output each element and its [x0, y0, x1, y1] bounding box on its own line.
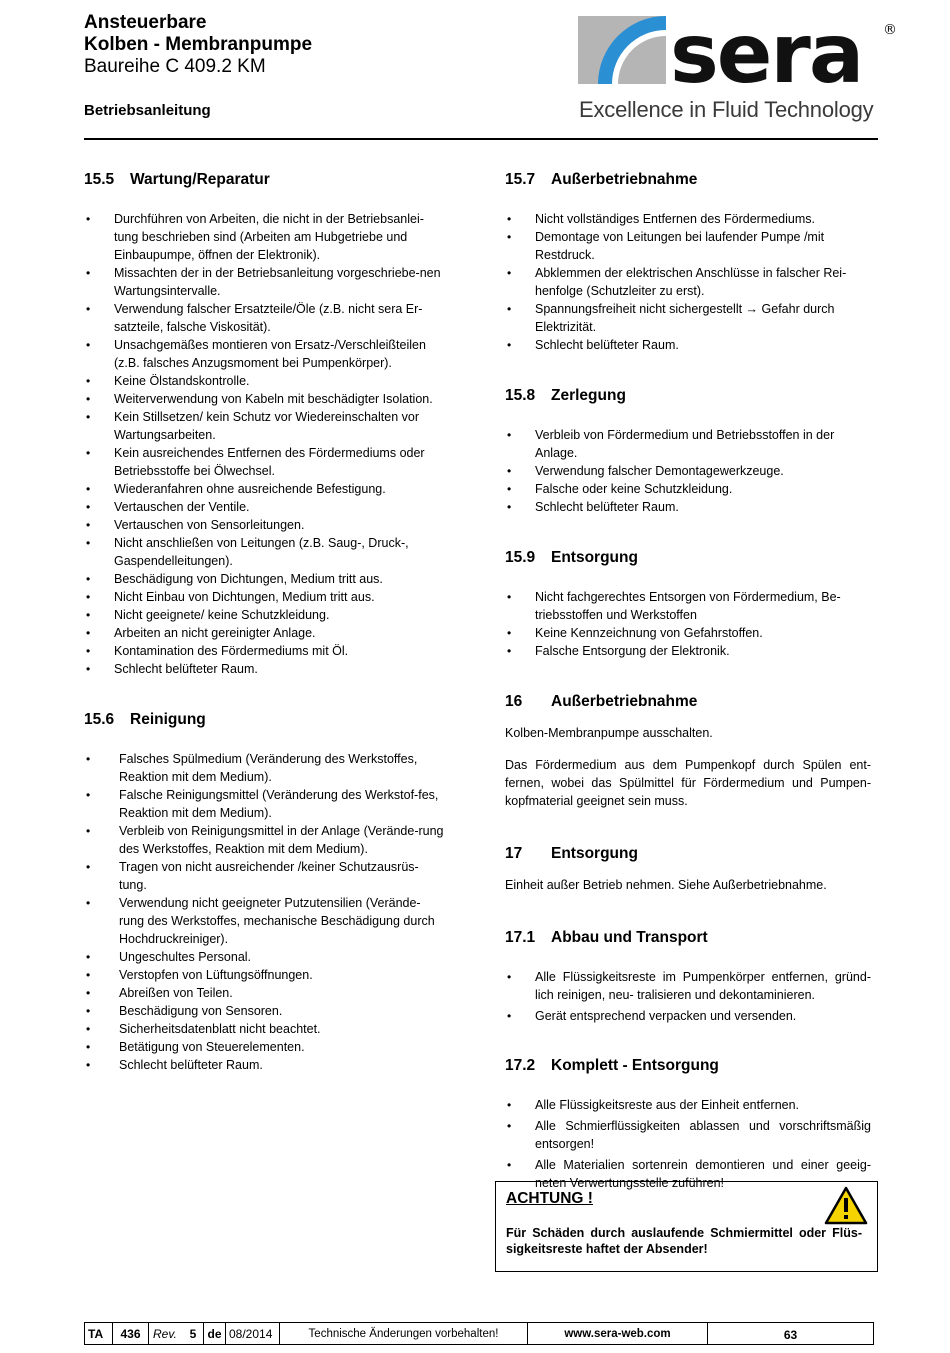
section-number: 17.1 — [505, 929, 536, 946]
right-column — [505, 170, 871, 1195]
list-item: • Falsche Reinigungsmittel (Veränderung des Werkstof-fes, Reaktion mit dem Medium). — [84, 786, 444, 822]
list-item: • Verwendung falscher Demontagewerkzeuge. — [505, 462, 871, 480]
page-footer — [84, 1322, 874, 1345]
list-item: • Tragen von nicht ausreichender /keiner Schutzausrüs-tung. — [84, 858, 444, 894]
list-item: • Nicht geeignete/ keine Schutzkleidung. — [84, 606, 444, 624]
section-17-1-heading — [505, 928, 871, 948]
section-15-5-heading — [84, 170, 444, 190]
list-item: • Nicht vollständiges Entfernen des Fördermediums. — [505, 210, 871, 228]
section-title: Zerlegung — [551, 387, 626, 404]
footer-page-number: 63 — [783, 1327, 798, 1342]
list-item: • Beschädigung von Dichtungen, Medium tritt aus. — [84, 570, 444, 588]
section-number: 16 — [505, 693, 523, 710]
warning-title: ACHTUNG ! — [506, 1190, 593, 1207]
list-item: • Schlecht belüfteter Raum. — [505, 498, 871, 516]
list-item: • Wiederanfahren ohne ausreichende Befestigung. — [84, 480, 444, 498]
list-item: • Abreißen von Teilen. — [84, 984, 444, 1002]
list-item: • Alle Flüssigkeitsreste aus der Einheit entfernen. — [505, 1096, 871, 1114]
section-number: 15.6 — [84, 711, 115, 728]
section-number: 15.7 — [505, 171, 536, 188]
list-item: • Schlecht belüfteter Raum. — [84, 1056, 444, 1074]
section-15-6-heading — [84, 710, 444, 730]
section-title: Reinigung — [130, 711, 206, 728]
list-item: • Verbleib von Fördermedium und Betriebsstoffen in der Anlage. — [505, 426, 871, 462]
section-16-heading — [505, 692, 871, 712]
footer-website: www.sera-web.com — [528, 1323, 708, 1344]
warning-text: Für Schäden durch auslaufende Schmiermittel oder Flüs-sigkeitsreste haftet der Absender! — [506, 1226, 862, 1256]
list-item: • Kontamination des Fördermediums mit Öl. — [84, 642, 444, 660]
list-item: • Weiterverwendung von Kabeln mit beschädigter Isolation. — [84, 390, 444, 408]
section-15-6-list — [84, 750, 444, 1074]
section-number: 15.9 — [505, 549, 536, 566]
section-15-7-list — [505, 210, 871, 354]
footer-doc-code: TA — [85, 1323, 113, 1344]
section-15-8-heading — [505, 386, 871, 406]
section-title: Abbau und Transport — [551, 929, 708, 946]
section-15-9-heading — [505, 548, 871, 568]
list-item: • Alle Flüssigkeitsreste im Pumpenkörper entfernen, gründ-lich reinigen, neu- tralisieren und dekontaminieren. — [505, 968, 871, 1004]
section-title: Entsorgung — [551, 549, 638, 566]
list-item: • Vertauschen von Sensorleitungen. — [84, 516, 444, 534]
list-item: • Sicherheitsdatenblatt nicht beachtet. — [84, 1020, 444, 1038]
section-title: Entsorgung — [551, 845, 638, 862]
list-item: • Durchführen von Arbeiten, die nicht in der Betriebsanlei-tung beschrieben sind (Arbeiten am Hubgetriebe und Einbaupumpe, öffnen der Elektronik). — [84, 210, 444, 264]
footer-language: de — [204, 1323, 226, 1344]
section-15-5-list — [84, 210, 444, 678]
section-16-paragraph-1: Kolben-Membranpumpe ausschalten. — [505, 726, 713, 740]
list-item: • Ungeschultes Personal. — [84, 948, 444, 966]
list-item: • Gerät entsprechend verpacken und versenden. — [505, 1007, 871, 1025]
title-line-2: Kolben - Membranpumpe — [84, 34, 313, 55]
section-title: Außerbetriebnahme — [551, 693, 698, 710]
list-item: • Betätigung von Steuerelementen. — [84, 1038, 444, 1056]
warning-triangle-icon — [824, 1186, 868, 1226]
footer-rev-number: 5 — [183, 1323, 204, 1344]
list-item: • Unsachgemäßes montieren von Ersatz-/Verschleißteilen (z.B. falsches Anzugsmoment bei Pumpenkörper). — [84, 336, 444, 372]
warning-box — [495, 1181, 878, 1272]
section-17-1-list — [505, 968, 871, 1025]
document-type: Betriebsanleitung — [84, 102, 211, 119]
section-17-paragraph: Einheit außer Betrieb nehmen. Siehe Außerbetriebnahme. — [505, 878, 827, 892]
header-divider — [84, 138, 878, 140]
list-item: • Verwendung falscher Ersatzteile/Öle (z.B. nicht sera Er-satzteile, falsche Viskosität). — [84, 300, 444, 336]
section-17-2-heading — [505, 1056, 871, 1076]
logo-registered-mark: ® — [883, 22, 897, 38]
logo-wordmark: sera — [670, 16, 863, 102]
section-17-heading — [505, 844, 871, 864]
section-title: Wartung/Reparatur — [130, 171, 270, 188]
list-item: • Alle Materialien sortenrein demontieren und einer geeig-neten Verwertungsstelle zuführen! — [505, 1156, 871, 1192]
list-item: • Spannungsfreiheit nicht sichergestellt → Gefahr durch Elektrizität. — [505, 300, 871, 336]
list-item: • Demontage von Leitungen bei laufender Pumpe /mit Restdruck. — [505, 228, 871, 264]
list-item: • Falsches Spülmedium (Veränderung des Werkstoffes, Reaktion mit dem Medium). — [84, 750, 444, 786]
section-number: 15.8 — [505, 387, 536, 404]
list-item: • Missachten der in der Betriebsanleitung vorgeschriebe-nen Wartungsintervalle. — [84, 264, 444, 300]
title-line-1: Ansteuerbare — [84, 12, 207, 33]
list-item: • Verbleib von Reinigungsmittel in der Anlage (Verände-rung des Werkstoffes, Reaktion mit dem Medium). — [84, 822, 444, 858]
list-item: • Verwendung nicht geeigneter Putzutensilien (Verände-rung des Werkstoffes, mechanische Beschädigung durch Hochdruckreiniger). — [84, 894, 444, 948]
list-item: • Alle Schmierflüssigkeiten ablassen und vorschriftsmäßig entsorgen! — [505, 1117, 871, 1153]
section-number: 17.2 — [505, 1057, 536, 1074]
list-item: • Schlecht belüfteter Raum. — [84, 660, 444, 678]
section-title: Außerbetriebnahme — [551, 171, 698, 188]
list-item: • Vertauschen der Ventile. — [84, 498, 444, 516]
section-number: 15.5 — [84, 171, 115, 188]
list-item: • Abklemmen der elektrischen Anschlüsse in falscher Rei-henfolge (Schutzleiter zu erst). — [505, 264, 871, 300]
footer-date: 08/2014 — [226, 1323, 280, 1344]
list-item: • Schlecht belüfteter Raum. — [505, 336, 871, 354]
list-item: • Falsche oder keine Schutzkleidung. — [505, 480, 871, 498]
list-item: • Keine Kennzeichnung von Gefahrstoffen. — [505, 624, 871, 642]
list-item: • Verstopfen von Lüftungsöffnungen. — [84, 966, 444, 984]
list-item: • Kein Stillsetzen/ kein Schutz vor Wiedereinschalten vor Wartungsarbeiten. — [84, 408, 444, 444]
section-15-8-list — [505, 426, 871, 516]
logo-tagline: Excellence in Fluid Technology — [579, 97, 874, 122]
section-15-7-heading — [505, 170, 871, 190]
list-item: • Kein ausreichendes Entfernen des Fördermediums oder Betriebsstoffe bei Ölwechsel. — [84, 444, 444, 480]
section-number: 17 — [505, 845, 523, 862]
section-17-2-list — [505, 1096, 871, 1192]
list-item: • Nicht anschließen von Leitungen (z.B. Saug-, Druck-, Gaspendelleitungen). — [84, 534, 444, 570]
left-column — [84, 170, 444, 1074]
section-title: Komplett - Entsorgung — [551, 1057, 719, 1074]
title-line-3: Baureihe C 409.2 KM — [84, 56, 266, 77]
list-item: • Beschädigung von Sensoren. — [84, 1002, 444, 1020]
footer-notice: Technische Änderungen vorbehalten! — [280, 1323, 528, 1344]
section-16-paragraph-2: Das Fördermedium aus dem Pumpenkopf durch Spülen ent-fernen, wobei das Spülmittel für Fördermedium und Pumpen-kopfmaterial geeignet sein muss. — [505, 758, 871, 808]
list-item: • Nicht Einbau von Dichtungen, Medium tritt aus. — [84, 588, 444, 606]
list-item: • Nicht fachgerechtes Entsorgen von Fördermedium, Be-triebsstoffen und Werkstoffen — [505, 588, 871, 624]
list-item: • Keine Ölstandskontrolle. — [84, 372, 444, 390]
footer-doc-number: 436 — [113, 1323, 149, 1344]
document-title — [84, 12, 312, 78]
list-item: • Arbeiten an nicht gereinigter Anlage. — [84, 624, 444, 642]
list-item: • Falsche Entsorgung der Elektronik. — [505, 642, 871, 660]
section-15-9-list — [505, 588, 871, 660]
footer-rev-label: Rev. — [153, 1326, 177, 1341]
